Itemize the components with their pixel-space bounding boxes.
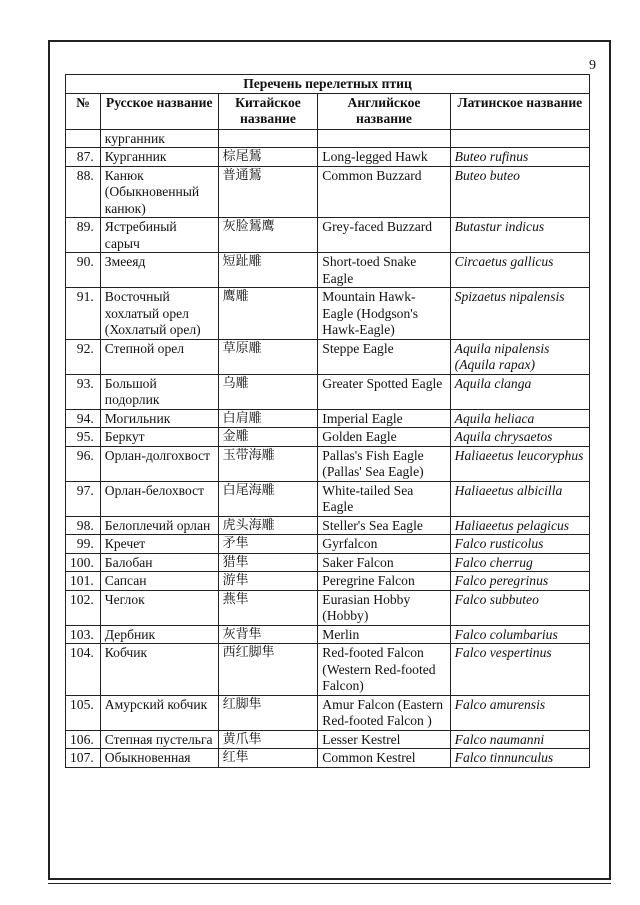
cell-lat: Falco vespertinus <box>450 644 589 696</box>
cell-zh: 草原雕 <box>218 339 318 374</box>
cell-ru: Степной орел <box>100 339 218 374</box>
cell-num: 88. <box>66 166 101 218</box>
cell-zh: 灰脸鵟鹰 <box>218 218 318 253</box>
cell-en: Common Buzzard <box>318 166 450 218</box>
cell-zh: 白肩雕 <box>218 409 318 428</box>
cell-num: 87. <box>66 148 101 167</box>
cell-lat: Aquila heliaca <box>450 409 589 428</box>
cell-lat: Circaetus gallicus <box>450 253 589 288</box>
cell-ru: Орлан-белохвост <box>100 481 218 516</box>
cell-en: Gyrfalcon <box>318 535 450 554</box>
cell-lat: Aquila nipalensis (Aquila rapax) <box>450 339 589 374</box>
cell-num: 93. <box>66 374 101 409</box>
cell-lat: Falco rusticolus <box>450 535 589 554</box>
cell-num: 99. <box>66 535 101 554</box>
cell-ru: курганник <box>100 129 218 148</box>
table-title: Перечень перелетных птиц <box>66 75 590 94</box>
cell-ru: Чеглок <box>100 590 218 625</box>
cell-num: 97. <box>66 481 101 516</box>
cell-zh: 猎隼 <box>218 553 318 572</box>
bird-table <box>65 74 590 768</box>
cell-num: 89. <box>66 218 101 253</box>
cell-lat: Haliaeetus leucoryphus <box>450 446 589 481</box>
cell-ru: Сапсан <box>100 572 218 591</box>
cell-ru: Орлан-долгохвост <box>100 446 218 481</box>
cell-lat: Falco columbarius <box>450 625 589 644</box>
cell-lat: Butastur indicus <box>450 218 589 253</box>
header-en: Английское название <box>318 93 450 129</box>
cell-lat: Aquila chrysaetos <box>450 428 589 447</box>
cell-en: Eurasian Hobby (Hobby) <box>318 590 450 625</box>
cell-num: 107. <box>66 749 101 768</box>
cell-lat: Haliaeetus pelagicus <box>450 516 589 535</box>
cell-num: 90. <box>66 253 101 288</box>
table-row <box>66 481 590 516</box>
cell-num: 104. <box>66 644 101 696</box>
table-row <box>66 730 590 749</box>
cell-zh: 棕尾鵟 <box>218 148 318 167</box>
table-row <box>66 572 590 591</box>
cell-en: Saker Falcon <box>318 553 450 572</box>
table-row <box>66 590 590 625</box>
cell-ru: Белоплечий орлан <box>100 516 218 535</box>
header-zh: Китайское название <box>218 93 318 129</box>
cell-en: White-tailed Sea Eagle <box>318 481 450 516</box>
cell-ru: Курганник <box>100 148 218 167</box>
cell-zh: 鹰雕 <box>218 288 318 340</box>
cell-en: Peregrine Falcon <box>318 572 450 591</box>
cell-zh: 红脚隼 <box>218 695 318 730</box>
cell-en: Long-legged Hawk <box>318 148 450 167</box>
cell-en: Golden Eagle <box>318 428 450 447</box>
cell-num: 101. <box>66 572 101 591</box>
cell-ru: Беркут <box>100 428 218 447</box>
cell-zh: 红隼 <box>218 749 318 768</box>
cell-zh: 燕隼 <box>218 590 318 625</box>
bottom-rule <box>48 878 611 884</box>
cell-zh: 游隼 <box>218 572 318 591</box>
cell-en: Lesser Kestrel <box>318 730 450 749</box>
cell-ru: Змееяд <box>100 253 218 288</box>
cell-zh: 黄爪隼 <box>218 730 318 749</box>
cell-ru: Балобан <box>100 553 218 572</box>
cell-ru: Могильник <box>100 409 218 428</box>
cell-en: Grey-faced Buzzard <box>318 218 450 253</box>
cell-ru: Ястребиный сарыч <box>100 218 218 253</box>
cell-lat: Buteo rufinus <box>450 148 589 167</box>
table-row <box>66 535 590 554</box>
cell-en: Red-footed Falcon (Western Red-footed Falcon) <box>318 644 450 696</box>
cell-num: 95. <box>66 428 101 447</box>
cell-num: 102. <box>66 590 101 625</box>
cell-lat: Falco cherrug <box>450 553 589 572</box>
cell-ru: Кречет <box>100 535 218 554</box>
table-row <box>66 253 590 288</box>
cell-ru: Большой подорлик <box>100 374 218 409</box>
cell-lat: Falco tinnunculus <box>450 749 589 768</box>
cell-en: Steller's Sea Eagle <box>318 516 450 535</box>
cell-ru: Обыкновенная <box>100 749 218 768</box>
header-lat: Латинское название <box>450 93 589 129</box>
cell-num <box>66 129 101 148</box>
table-row <box>66 148 590 167</box>
header-row <box>66 93 590 129</box>
cell-en: Pallas's Fish Eagle (Pallas' Sea Eagle) <box>318 446 450 481</box>
table-body <box>66 129 590 767</box>
table-row <box>66 129 590 148</box>
cell-num: 106. <box>66 730 101 749</box>
cell-en: Common Kestrel <box>318 749 450 768</box>
table-row <box>66 446 590 481</box>
cell-num: 100. <box>66 553 101 572</box>
cell-lat: Falco naumanni <box>450 730 589 749</box>
cell-lat: Falco amurensis <box>450 695 589 730</box>
table-row <box>66 695 590 730</box>
cell-ru: Степная пустельга <box>100 730 218 749</box>
table-row <box>66 339 590 374</box>
cell-en <box>318 129 450 148</box>
cell-en: Short-toed Snake Eagle <box>318 253 450 288</box>
cell-num: 103. <box>66 625 101 644</box>
table-row <box>66 288 590 340</box>
table-row <box>66 166 590 218</box>
cell-zh: 虎头海雕 <box>218 516 318 535</box>
cell-en: Amur Falcon (Eastern Red-footed Falcon ) <box>318 695 450 730</box>
table-row <box>66 409 590 428</box>
cell-lat: Falco peregrinus <box>450 572 589 591</box>
cell-zh: 短趾雕 <box>218 253 318 288</box>
cell-en: Steppe Eagle <box>318 339 450 374</box>
cell-lat: Buteo buteo <box>450 166 589 218</box>
table-row <box>66 428 590 447</box>
cell-ru: Дербник <box>100 625 218 644</box>
cell-num: 105. <box>66 695 101 730</box>
cell-zh: 西红脚隼 <box>218 644 318 696</box>
table-row <box>66 218 590 253</box>
cell-lat: Spizaetus nipalensis <box>450 288 589 340</box>
cell-ru: Амурский кобчик <box>100 695 218 730</box>
cell-num: 96. <box>66 446 101 481</box>
cell-zh <box>218 129 318 148</box>
page-number: 9 <box>589 58 596 73</box>
cell-lat <box>450 129 589 148</box>
cell-zh: 金雕 <box>218 428 318 447</box>
cell-ru: Кобчик <box>100 644 218 696</box>
cell-num: 91. <box>66 288 101 340</box>
cell-en: Mountain Hawk-Eagle (Hodgson's Hawk-Eagle) <box>318 288 450 340</box>
cell-zh: 玉带海雕 <box>218 446 318 481</box>
table-row <box>66 516 590 535</box>
cell-zh: 矛隼 <box>218 535 318 554</box>
cell-zh: 白尾海雕 <box>218 481 318 516</box>
cell-ru: Канюк (Обыкновенный канюк) <box>100 166 218 218</box>
cell-en: Greater Spotted Eagle <box>318 374 450 409</box>
cell-num: 98. <box>66 516 101 535</box>
table-row <box>66 374 590 409</box>
cell-lat: Haliaeetus albicilla <box>450 481 589 516</box>
cell-en: Imperial Eagle <box>318 409 450 428</box>
header-ru: Русское название <box>100 93 218 129</box>
cell-zh: 普通鵟 <box>218 166 318 218</box>
header-num: № <box>66 93 101 129</box>
cell-en: Merlin <box>318 625 450 644</box>
cell-lat: Aquila clanga <box>450 374 589 409</box>
cell-zh: 乌雕 <box>218 374 318 409</box>
cell-ru: Восточный хохлатый орел (Хохлатый орел) <box>100 288 218 340</box>
cell-num: 92. <box>66 339 101 374</box>
table-row <box>66 553 590 572</box>
table-row <box>66 749 590 768</box>
table-row <box>66 644 590 696</box>
cell-lat: Falco subbuteo <box>450 590 589 625</box>
cell-zh: 灰背隼 <box>218 625 318 644</box>
cell-num: 94. <box>66 409 101 428</box>
table-row <box>66 625 590 644</box>
